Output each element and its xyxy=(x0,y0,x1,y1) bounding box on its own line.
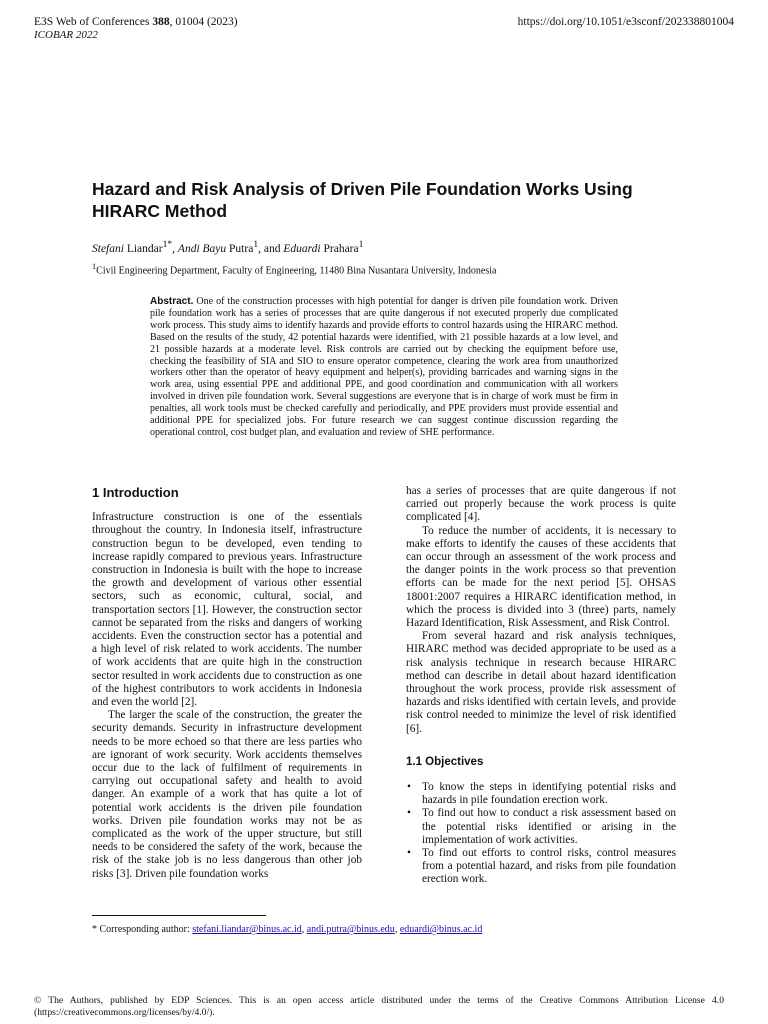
journal-citation: E3S Web of Conferences 388, 01004 (2023) xyxy=(34,16,238,28)
list-item: • To find out how to conduct a risk assessment based on the potential risks identified or arising in the implementation of work activities. xyxy=(407,807,676,846)
right-column xyxy=(406,485,676,887)
bullet-icon: • xyxy=(407,847,411,860)
subsection-heading: 1.1 Objectives xyxy=(406,755,484,768)
section-heading: 1 Introduction xyxy=(92,485,179,500)
email-link[interactable]: stefani.liandar@binus.ac.id xyxy=(192,924,302,935)
paragraph: To reduce the number of accidents, it is necessary to make efforts to identify the causes of these accidents that can occur through an assessment of the work process and the danger points in the work process so that prevention efforts can be made for the next period [5]. OHSAS 18001:2007 requires a HIRARC identification method, in which the process is divided into 3 (three) parts, namely Hazard Identification, Risk Assessment, and Risk Control. xyxy=(406,524,676,630)
footnote-divider xyxy=(92,915,266,916)
conference-name: ICOBAR 2022 xyxy=(34,29,98,41)
doi-link[interactable]: https://doi.org/10.1051/e3sconf/202338801004 xyxy=(517,16,734,28)
paragraph: From several hazard and risk analysis techniques, HIRARC method was decided appropriate to be used as a risk analysis technique in research because HIRARC method can describe in detail about hazard identification throughout the work process, provide risk assessment of hazards and risks identified with certain levels, and provide risk control needed to minimize the level of risk identified [6]. xyxy=(406,630,676,735)
objectives-list xyxy=(406,781,676,887)
list-item: • To find out efforts to control risks, control measures from a potential hazard, and risks from pile foundation erection work. xyxy=(407,847,676,886)
author: Eduardi Prahara$^1$ xyxy=(283,239,364,255)
abstract-text: One of the construction processes with high potential for danger is driven pile foundation work. Driven pile foundation work has a series of processes that are quite dangerous if not executed properly due complicated work process. This study aims to identify hazards and provide efforts to control hazards using the HIRARC method. Based on the results of the study, 42 potential hazards were identified, with 21 possible hazards at a low level, and 21 possible hazards at a moderate level. Risk controls are carried out by checking the equipment before use, checking the feasibility of SIA and SIO to ensure operator competence, clearing the work area from unauthorized workers other than the operator of heavy equipment and helper(s), providing barricades and warning signs in the work area, using essential PPE and additional PPE, and good coordination and communication with all workers involved in driven pile foundation work. Several suggestions are everyone that is in charge of work must be firm in penalties, all work tools must be checked carefully and periodically, and PPE providers must provide essential and additional PPE for specialized jobs. For future research we can suggest continue discussion regarding the operational control, cost budget plan, and evaluation and review of SHE performance. xyxy=(150,296,619,438)
author: Andi Bayu Putra$^1$, and xyxy=(177,239,284,255)
author-list xyxy=(92,239,363,255)
paper-title: Hazard and Risk Analysis of Driven Pile Foundation Works Using HIRARC Method xyxy=(92,179,633,221)
left-column xyxy=(92,486,362,881)
paragraph: has a series of processes that are quite dangerous if not carried out properly because the work process is quite complicated [4]. xyxy=(406,485,676,524)
license-footer: © The Authors, published by EDP Sciences. This is an open access article distributed under the terms of the Creative Commons Attribution License 4.0 (https://creativecommons.org/licenses/by/4.0/). xyxy=(34,995,724,1018)
email-link[interactable]: andi.putra@binus.edu xyxy=(306,924,395,935)
list-item: • To know the steps in identifying potential risks and hazards in pile foundation erection work. xyxy=(407,781,676,807)
abstract-label: Abstract. xyxy=(150,296,194,307)
affiliation: $^1$Civil Engineering Department, Faculty of Engineering, 11480 Bina Nusantara University, Indonesia xyxy=(92,262,497,277)
footnote: * Corresponding author: stefani.liandar@binus.ac.id, andi.putra@binus.edu, eduardi@binus.ac.id xyxy=(92,924,483,935)
paragraph: The larger the scale of the construction, the greater the security demands. Security in infrastructure development needs to be more echoed so that there are less parties who are ignorant of work security. Work accidents themselves occur due to the lack of fulfilment of requirements in carrying out occupational safety and health to avoid danger. An example of a work that has quite a lot of potential work accidents is the driven pile foundation works. Driven pile foundation works may not be as complicated as the work of the upper structure, but still needs to be considered the safety of the work, because the risk of the stake job is no less dangerous than other job risks [3]. Driven pile foundation works xyxy=(92,709,362,880)
author: Stefani Liandar$^{1*}$, xyxy=(92,239,178,255)
bullet-icon: • xyxy=(407,781,411,794)
bullet-icon: • xyxy=(407,807,411,820)
abstract xyxy=(150,296,618,439)
email-link[interactable]: eduardi@binus.ac.id xyxy=(399,924,483,935)
paragraph: Infrastructure construction is one of the essentials throughout the country. In Indonesia itself, infrastructure construction begun to be developed, even tending to increase rapidly compared to previous years. Infrastructure construction in Indonesia is built with the hope to increase the growth and development of various other essential sectors, such as economic, cultural, social, and transportation sectors [1]. However, the construction sector cannot be separated from the risks and dangers of working accidents. Even the construction sector has a potential and a high level of risk related to work accidents. The number of work accidents that are quite high in the construction sector resulted in work accidents due to construction as one of the highest contributors to work accidents in Indonesia and even the world [2]. xyxy=(92,511,362,709)
